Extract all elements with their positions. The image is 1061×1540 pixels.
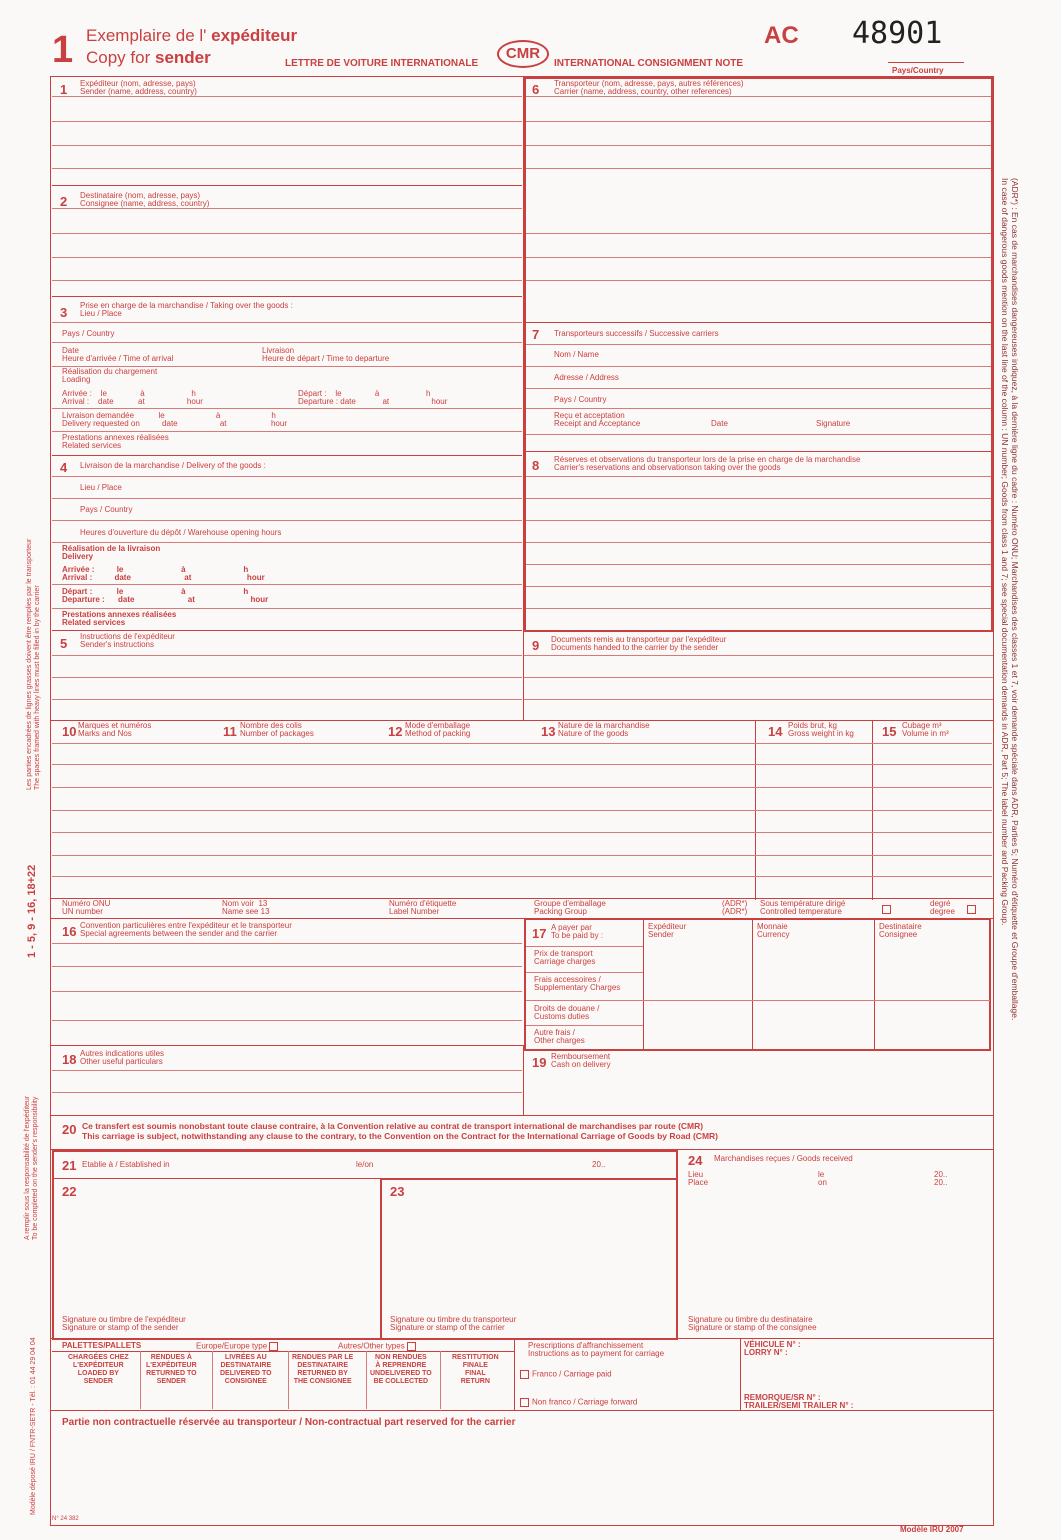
box6-label: Transporteur (nom, adresse, pays, autres références) Carrier (name, address, country, other references) — [554, 79, 744, 96]
box3-label: Prise en charge de la marchandise / Taking over the goods : Lieu / Place — [80, 301, 293, 318]
cmr-logo: CMR — [497, 40, 549, 68]
box4-realisation: Réalisation de la livraison Delivery — [62, 544, 161, 561]
box21-established-field[interactable] — [190, 1154, 670, 1176]
box17-row-carriage: Prix de transport Carriage charges — [534, 949, 596, 966]
box8-number: 8 — [532, 458, 540, 473]
non-franco-checkbox[interactable] — [520, 1398, 529, 1407]
copy-label-fr: Exemplaire de l' expéditeur — [86, 26, 298, 45]
pallet-col-undelivered: NON RENDUES À REPRENDRE UNDELIVERED TO BE COLLECTED — [370, 1354, 432, 1385]
box7-signature: Signature — [816, 419, 851, 428]
box8-label: Réserves et observations du transporteur lors de la prise en charge de la marchandise Carrier's reservations and observationson taking over the goods — [554, 455, 861, 472]
box21-label: Etablie à / Established in — [82, 1160, 170, 1169]
adr-controlled-temp: Sous température dirigé Controlled temperature — [760, 899, 846, 916]
adr-degree: degré degree — [930, 899, 955, 916]
iru-model: Modèle IRU 2007 — [900, 1525, 964, 1534]
non-contractual-field[interactable] — [52, 1432, 992, 1524]
box1-number: 1 — [60, 82, 68, 97]
box20-number: 20 — [62, 1122, 77, 1137]
col12-label: Mode d'emballage Method of packing — [405, 721, 471, 738]
box3-depart: Départ : le à h Departure : date at hour — [298, 389, 448, 406]
box7-label: Transporteurs successifs / Successive carriers — [554, 329, 719, 338]
europe-type-checkbox[interactable] — [269, 1342, 278, 1351]
goods-table-field[interactable] — [52, 744, 992, 896]
pallet-col-returned-by: RENDUES PAR LE DESTINATAIRE RETURNED BY THE CONSIGNEE — [292, 1354, 354, 1385]
box7-recu: Reçu et acceptation Receipt and Acceptance — [554, 411, 641, 428]
box24-sig-label: Signature ou timbre du destinataire Signature or stamp of the consignee — [688, 1315, 817, 1332]
box20-cmr-clause: Ce transfert est soumis nonobstant toute clause contraire, à la Convention relative au contrat de transport international de marchandises par route (CMR) This carriage is subject, notwithstanding any clause to the contrary, to the Convention on the Contract for the International Carriage of Goods by Road (CMR) — [82, 1121, 718, 1141]
col10-number: 10 — [62, 724, 77, 739]
box9-label: Documents remis au transporteur par l'expéditeur Documents handed to the carrier by the sender — [551, 635, 727, 652]
box1-label: Expéditeur (nom, adresse, pays) Sender (name, address, country) — [80, 79, 197, 96]
col12-number: 12 — [388, 724, 403, 739]
non-franco-option[interactable]: Non franco / Carriage forward — [520, 1398, 637, 1407]
col13-number: 13 — [541, 724, 556, 739]
box21-number: 21 — [62, 1158, 77, 1173]
box7-pays: Pays / Country — [554, 395, 607, 404]
box3-pays: Pays / Country — [62, 329, 115, 338]
lorry-number-label: VÉHICULE N° : LORRY N° : — [744, 1340, 801, 1357]
box3-livraison: Livraison Heure de départ / Time to departure — [262, 346, 390, 363]
col13-label: Nature de la marchandise Nature of the goods — [558, 721, 650, 738]
box17-sender-col: Expéditeur Sender — [648, 922, 687, 939]
col10-label: Marques et numéros Marks and Nos — [78, 721, 152, 738]
adr-marker: (ADR*) (ADR*) — [722, 899, 748, 916]
box7-adresse: Adresse / Address — [554, 373, 619, 382]
box6-number: 6 — [532, 82, 540, 97]
side-adr-note: (ADR*) : En cas de marchandises dangereuses indiquez, à la dernière ligne du cadre : Numéro ONU; Marchandises des classes 1 et 7, voir demande spéciale dans ADR, Parties 5; Numéro d'étiquette et Groupe d'emballage. In case of dangerous goods mention on the last line of the column : UN number; Goods from class 1 and 7; see special documentation demands in ADR, Part 5; The label number and Packing Group. — [1000, 178, 1020, 1021]
col15-label: Cubage m³ Volume in m³ — [902, 721, 949, 738]
pallets-other-types: Autres/Other types — [338, 1342, 419, 1351]
box9-number: 9 — [532, 638, 540, 653]
other-types-checkbox[interactable] — [407, 1342, 416, 1351]
box4-arrivee: Arrivée : le à h Arrival : date at hour — [62, 565, 265, 582]
box18-label: Autres indications utiles Other useful particulars — [80, 1049, 165, 1066]
lorry-number-field[interactable] — [830, 1340, 990, 1360]
box4-number: 4 — [60, 460, 68, 475]
box7-date: Date — [711, 419, 728, 428]
box4-depart: Départ : le à h Departure : date at hour — [62, 587, 269, 604]
box7-number: 7 — [532, 327, 540, 342]
box24-number: 24 — [688, 1153, 703, 1168]
degree-checkbox[interactable] — [967, 905, 976, 914]
col15-number: 15 — [882, 724, 897, 739]
box19-number: 19 — [532, 1055, 547, 1070]
pallets-title: PALETTES/PALLETS — [62, 1341, 142, 1350]
box23-sig-label: Signature ou timbre du transporteur Signature or stamp of the carrier — [390, 1315, 517, 1332]
adr-un-number: Numéro ONU UN number — [62, 899, 111, 916]
box3-demandee: Livraison demandée le à h Delivery requested on date at hour — [62, 411, 287, 428]
adr-packing-group: Groupe d'emballage Packing Group — [534, 899, 606, 916]
copy-number: 1 — [52, 29, 74, 71]
col11-label: Nombre des colis Number of packages — [240, 721, 314, 738]
col14-number: 14 — [768, 724, 783, 739]
document-number: 48901 — [852, 16, 943, 51]
series-code: AC — [764, 22, 799, 49]
box24-on: le on — [818, 1170, 827, 1187]
box24-label: Marchandises reçues / Goods received — [714, 1154, 853, 1163]
box23-signature-area[interactable] — [384, 1200, 674, 1310]
side-publisher: Modèle déposé IRU / FNTR-SETR - Tél. : 01 44 29 04 04 — [30, 1337, 37, 1515]
box22-number: 22 — [62, 1184, 77, 1199]
box24-year: 20.. 20.. — [934, 1170, 948, 1187]
pallet-col-loaded: CHARGÉES CHEZ L'EXPÉDITEUR LOADED BY SENDER — [68, 1354, 129, 1385]
box17-row-customs: Droits de douane / Customs duties — [534, 1004, 600, 1021]
box16-label: Convention particulières entre l'expéditeur et le transporteur Special agreements between the sender and the carrier — [80, 921, 292, 938]
title-fr: LETTRE DE VOITURE INTERNATIONALE — [285, 58, 479, 69]
box2-label: Destinataire (nom, adresse, pays) Consignee (name, address, country) — [80, 191, 210, 208]
box17-row-other: Autre frais / Other charges — [534, 1028, 585, 1045]
adr-label-number: Numéro d'étiquette Label Number — [389, 899, 457, 916]
box7-nom: Nom / Name — [554, 350, 599, 359]
box2-number: 2 — [60, 194, 68, 209]
box8-reservations-field[interactable] — [526, 477, 991, 629]
box17-number: 17 — [532, 926, 547, 941]
box19-label: Remboursement Cash on delivery — [551, 1052, 611, 1069]
box3-arrivee: Arrivée : le à h Arrival : date at hour — [62, 389, 203, 406]
box4-lieu: Lieu / Place — [80, 483, 122, 492]
box21-on: le/on — [356, 1160, 374, 1169]
pallets-europe-type: Europe/Europe type — [196, 1342, 281, 1351]
box6-carrier-field[interactable] — [526, 98, 991, 320]
box18-number: 18 — [62, 1052, 77, 1067]
form-reference: N° 24 382 — [52, 1516, 79, 1522]
trailer-number-label: REMORQUE/SR N° : TRAILER/SEMI TRAILER N° : — [744, 1393, 854, 1410]
box3-number: 3 — [60, 305, 68, 320]
box3-realisation: Réalisation du chargement Loading — [62, 367, 158, 384]
payment-label: Prescriptions d'affranchissement Instructions as to payment for carriage — [528, 1341, 665, 1358]
box5-instructions-field[interactable] — [52, 656, 522, 718]
box16-agreements-field[interactable] — [52, 944, 522, 1044]
box24-signature-area[interactable] — [684, 1190, 990, 1310]
box17-amounts-field[interactable] — [644, 944, 990, 1048]
box2-consignee-field[interactable] — [52, 210, 522, 294]
pallets-count-field[interactable] — [54, 1390, 512, 1408]
col14-label: Poids brut, kg Gross weight in kg — [788, 721, 854, 738]
pallet-col-delivered: LIVRÉES AU DESTINATAIRE DELIVERED TO CONSIGNEE — [220, 1354, 272, 1385]
box18-particulars-field[interactable] — [52, 1071, 522, 1113]
temp-checkbox[interactable] — [882, 905, 891, 914]
side-box-numbers: 1 - 5, 9 - 16, 18+22 — [26, 864, 38, 958]
box23-number: 23 — [390, 1184, 405, 1199]
copy-label-en: Copy for sender — [86, 48, 211, 67]
box4-label: Livraison de la marchandise / Delivery of the goods : — [80, 461, 266, 470]
box17-label: A payer par To be paid by : — [551, 923, 604, 940]
box5-number: 5 — [60, 636, 68, 651]
side-heavy-lines-note: Les parties encadrées de lignes grasses doivent être remplies par le transporteur The spaces framed with heavy lines must be filled in by the carrier — [26, 538, 41, 790]
box24-place: Lieu Place — [688, 1170, 709, 1187]
title-en: INTERNATIONAL CONSIGNMENT NOTE — [554, 58, 744, 69]
non-contractual-label: Partie non contractuelle réservée au transporteur / Non-contractual part reserved for the carrier — [62, 1417, 516, 1428]
pallet-col-final-return: RESTITUTION FINALE FINAL RETURN — [452, 1354, 499, 1385]
box4-prestations: Prestations annexes réalisées Related services — [62, 610, 177, 627]
box5-label: Instructions de l'expéditeur Sender's instructions — [80, 632, 175, 649]
pallet-col-returned-to: RENDUES À L'EXPÉDITEUR RETURNED TO SENDER — [146, 1354, 197, 1385]
box4-heures: Heures d'ouverture du dépôt / Warehouse opening hours — [80, 528, 282, 537]
adr-name-see-13: Nom voir 13 Name see 13 — [222, 899, 270, 916]
box4-pays: Pays / Country — [80, 505, 133, 514]
trailer-number-field[interactable] — [880, 1392, 990, 1410]
header-pays-country: Pays/Country — [892, 66, 944, 75]
franco-option[interactable]: Franco / Carriage paid — [520, 1370, 612, 1379]
box17-currency-col: Monnaie Currency — [757, 922, 790, 939]
box17-consignee-col: Destinataire Consignee — [879, 922, 922, 939]
box3-date: Date Heure d'arrivée / Time of arrival — [62, 346, 174, 363]
box21-year: 20.. — [592, 1160, 606, 1169]
box1-sender-field[interactable] — [52, 98, 522, 184]
box19-cod-field[interactable] — [526, 1070, 990, 1112]
box22-sig-label: Signature ou timbre de l'expéditeur Signature or stamp of the sender — [62, 1315, 186, 1332]
col11-number: 11 — [223, 724, 237, 739]
franco-checkbox[interactable] — [520, 1370, 529, 1379]
box3-prestations: Prestations annexes réalisées Related services — [62, 433, 169, 450]
side-responsibility-note: A remplir sous la responsabilité de l'expéditeur To be completed on the sender's responsibility — [24, 1095, 39, 1240]
box16-number: 16 — [62, 924, 77, 939]
box17-row-supplementary: Frais accessoires / Supplementary Charges — [534, 975, 621, 992]
box9-documents-field[interactable] — [524, 656, 993, 718]
